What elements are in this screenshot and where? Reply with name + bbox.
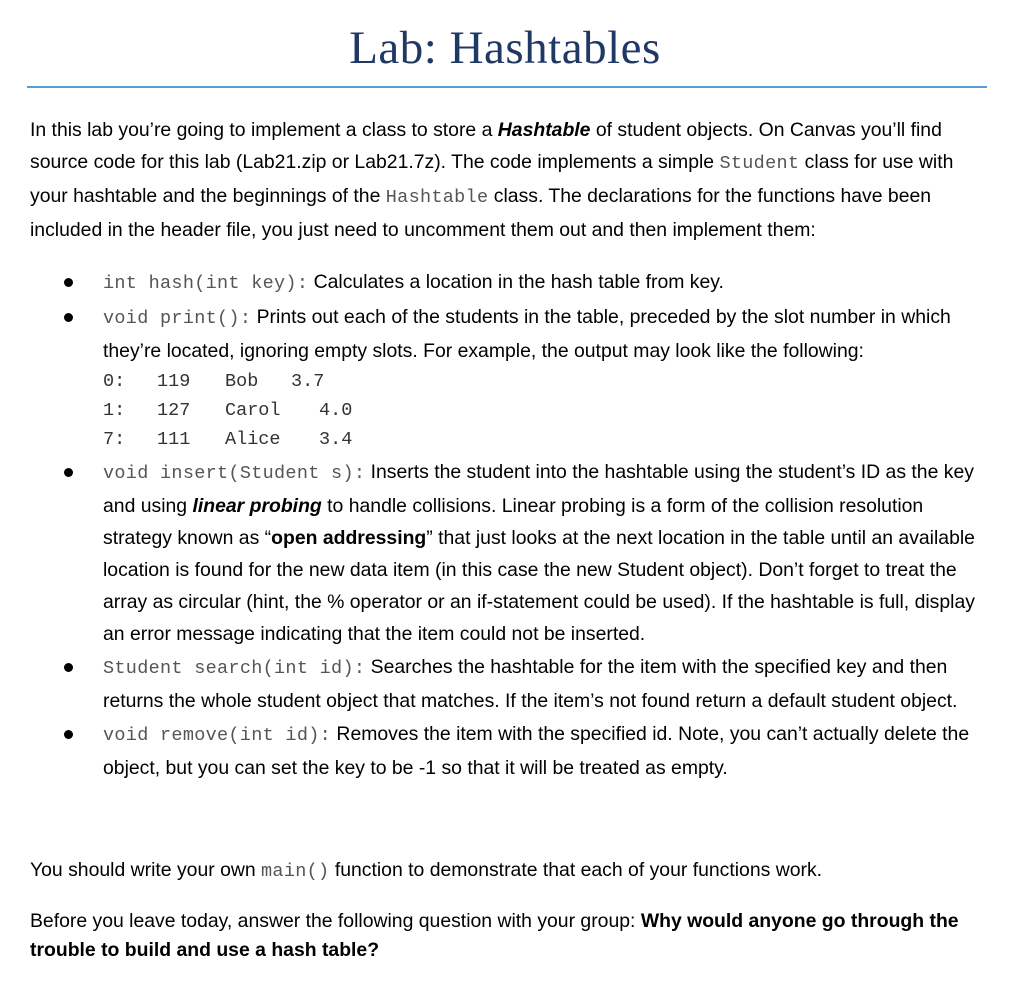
main-note-paragraph [30, 854, 990, 888]
sample-name: Carol [225, 400, 281, 421]
intro-text-4: class. The declarations for the functions have been included in the header file, you just need to uncomment them out and then implement them: [30, 185, 932, 241]
list-item-search [0, 651, 988, 717]
bullet-icon [64, 468, 73, 477]
sample-row [103, 367, 988, 396]
intro-text-2: of student objects. On Canvas you’ll find source code for this lab (Lab21.zip or Lab21.7z). The code implements a simple [30, 119, 942, 173]
description-search: Searches the hashtable for the item with the specified key and then returns the whole student object that matches. If the item’s not found return a default student object. [103, 656, 958, 712]
intro-text-1: In this lab you’re going to implement a class to store a [30, 119, 498, 141]
sample-slot: 1: [103, 400, 126, 421]
intro-paragraph [30, 114, 990, 246]
description-remove: Removes the item with the specified id. Note, you can’t actually delete the object, but you can set the key to be -1 so that it will be treated as empty. [103, 723, 970, 779]
sample-slot: 7: [103, 429, 126, 450]
signature-search: Student search(int id): [103, 658, 366, 679]
main-note-text-2: function to demonstrate that each of your functions work. [329, 859, 823, 881]
description-insert-2: to handle collisions. Linear probing is a form of the collision resolution strategy known as “ [103, 495, 924, 549]
sample-output [103, 367, 988, 454]
bullet-icon [64, 663, 73, 672]
description-hash: Calculates a location in the hash table from key. [308, 271, 724, 293]
description-print: Prints out each of the students in the table, preceded by the slot number in which they’re located, ignoring empty slots. For example, the output may look like the following: [103, 306, 951, 362]
sample-id: 111 [157, 429, 191, 450]
intro-text-3: class for use with your hashtable and the beginnings of the [30, 151, 954, 207]
sample-gpa: 4.0 [319, 400, 353, 421]
intro-code-student: Student [719, 153, 800, 174]
description-insert-1: Inserts the student into the hashtable using the student’s ID as the key and using [103, 461, 974, 517]
bullet-icon [64, 730, 73, 739]
signature-insert: void insert(Student s): [103, 463, 366, 484]
sample-row [103, 396, 988, 425]
page-title: Lab: Hashtables [349, 22, 661, 74]
sample-gpa: 3.7 [291, 371, 325, 392]
bullet-icon [64, 313, 73, 322]
question-text: Before you leave today, answer the following question with your group: [30, 910, 641, 932]
sample-name: Bob [225, 371, 259, 392]
linear-probing-emphasis: linear probing [192, 495, 322, 517]
main-note-code: main() [261, 861, 330, 882]
sample-slot: 0: [103, 371, 126, 392]
title-divider [27, 86, 987, 88]
signature-print: void print(): [103, 308, 252, 329]
sample-id: 119 [157, 371, 191, 392]
sample-id: 127 [157, 400, 191, 421]
intro-hashtable-emphasis: Hashtable [497, 119, 591, 141]
bullet-icon [64, 278, 73, 287]
sample-gpa: 3.4 [319, 429, 353, 450]
description-insert-3: ” that just looks at the next location in the table until an available location is found for the new data item (in this case the new Student object). Don’t forget to treat the array as circular (hint, the % operator or an if-statement could be used). If the hashtable is full, display an error message indicating that the item could not be inserted. [103, 527, 975, 645]
list-item-print [0, 301, 988, 454]
sample-row [103, 425, 988, 454]
main-note-text-1: You should write your own [30, 859, 262, 881]
signature-remove: void remove(int id): [103, 725, 332, 746]
open-addressing-emphasis: open addressing [271, 527, 427, 549]
question-bold: Why would anyone go through the trouble to build and use a hash table? [30, 910, 959, 961]
signature-hash: int hash(int key): [103, 273, 309, 294]
list-item-insert [0, 456, 988, 650]
sample-name: Alice [225, 429, 281, 450]
intro-code-hashtable: Hashtable [385, 187, 489, 208]
question-paragraph [30, 907, 990, 965]
list-item-hash [0, 266, 988, 300]
list-item-remove [0, 718, 988, 784]
function-list [0, 266, 1000, 784]
